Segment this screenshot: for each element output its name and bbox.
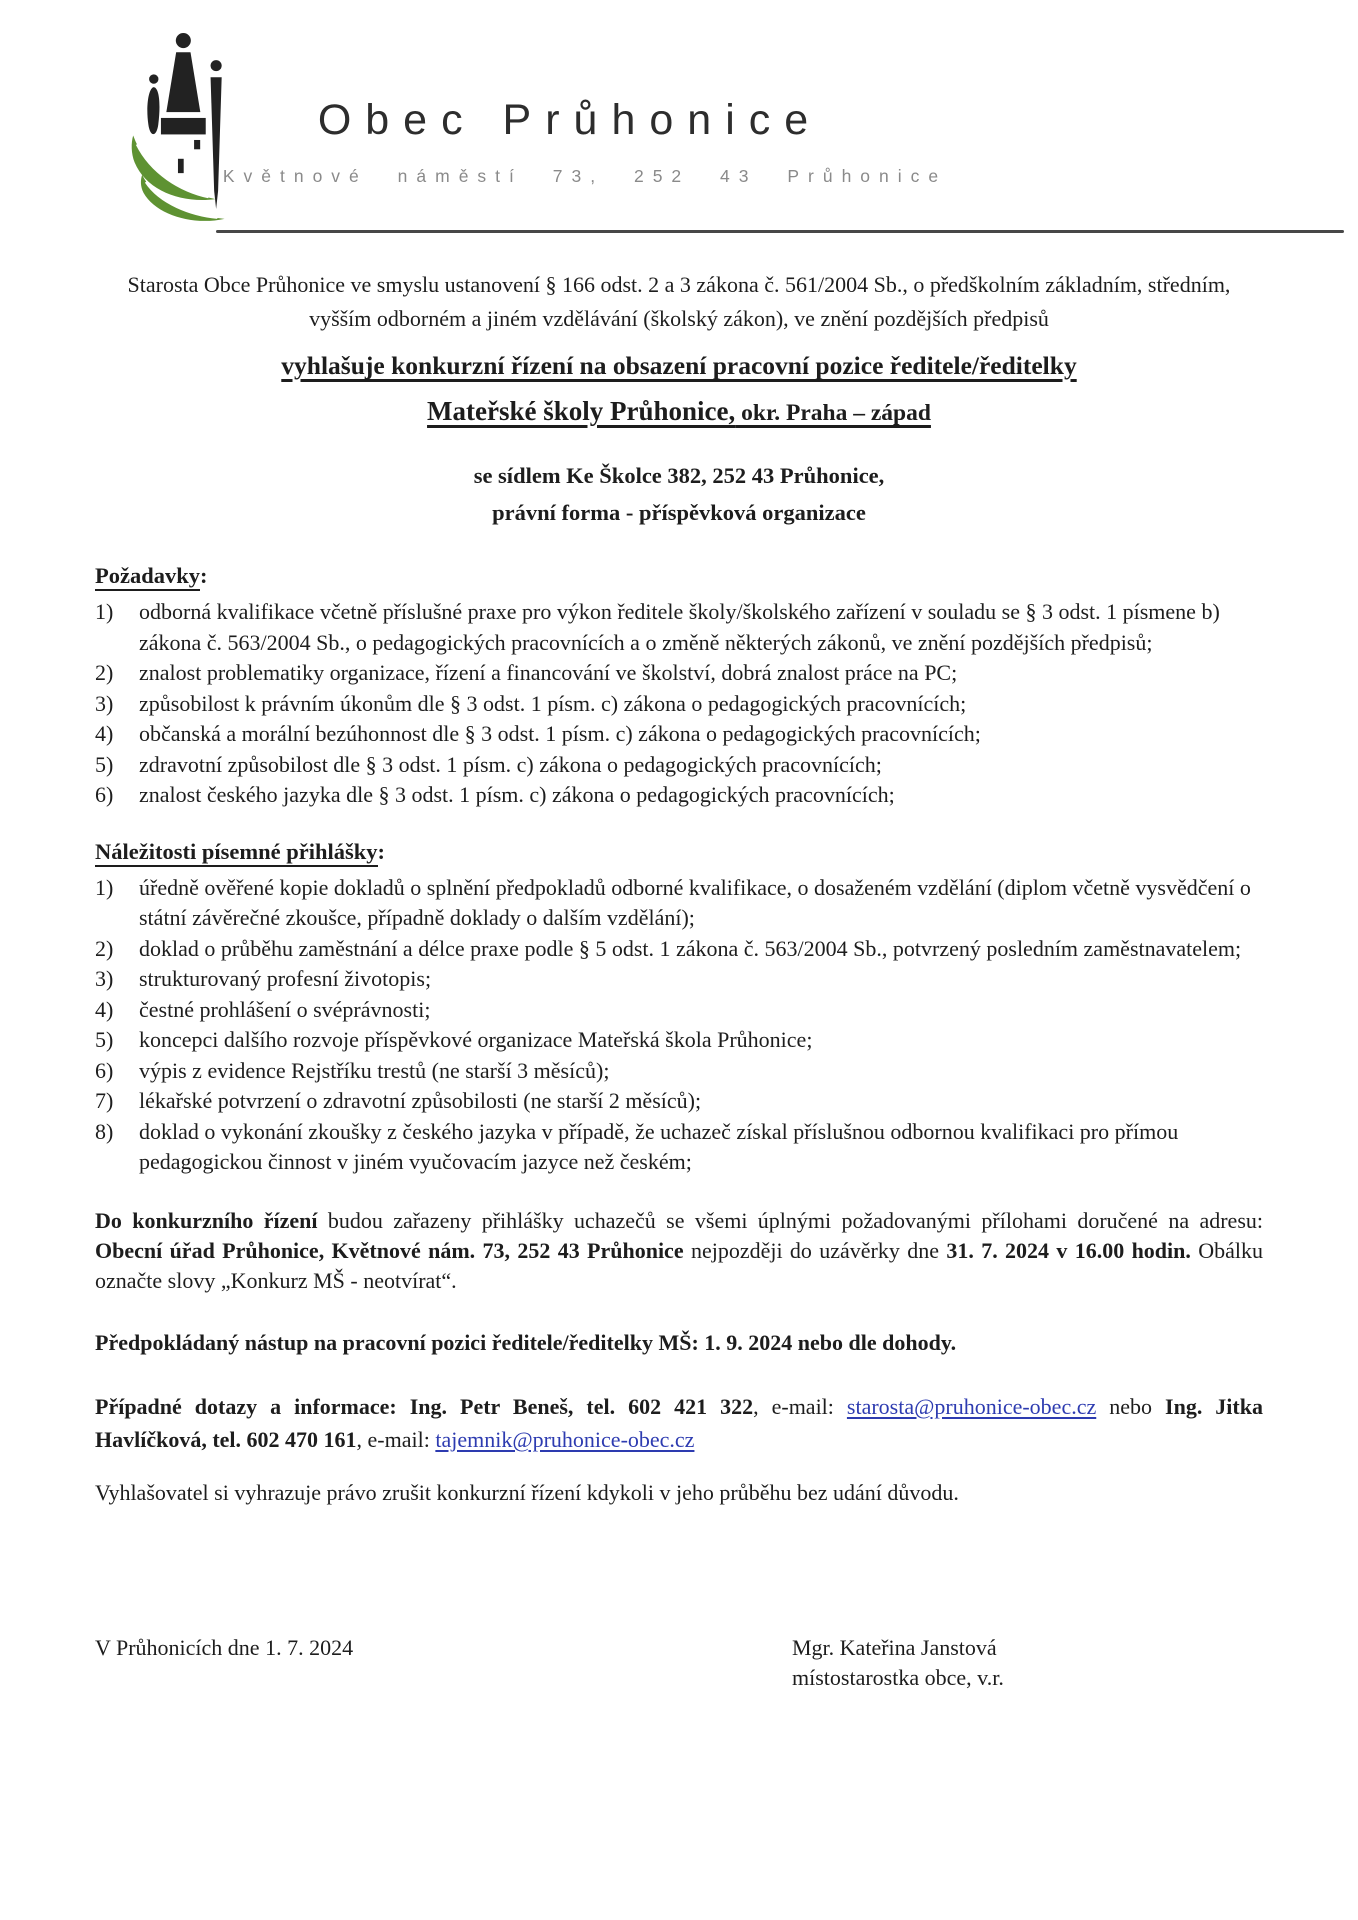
list-item [95, 780, 1263, 811]
letterhead-divider [216, 230, 1344, 233]
item-text: úředně ověřené kopie dokladů o splnění předpokladů odborné kvalifikace, o dosaženém vzdělání (diplom včetně vysvědčení o státní závěrečné zkoušce, případně doklady o dalším vzdělání); [139, 874, 1251, 930]
signer-name: Mgr. Kateřina Janstová [792, 1634, 997, 1660]
item-text: výpis z evidence Rejstříku trestů (ne starší 3 měsíců); [139, 1057, 610, 1083]
item-number: 7) [95, 1088, 114, 1113]
item-text: znalost českého jazyka dle § 3 odst. 1 písm. c) zákona o pedagogických pracovnících; [139, 782, 895, 807]
delivery-address: Obecní úřad Průhonice, Květnové nám. 73, 252 43 Průhonice [95, 1237, 684, 1263]
item-text: koncepci dalšího rozvoje příspěvkové organizace Mateřská škola Průhonice; [139, 1027, 813, 1052]
item-number: 3) [95, 966, 114, 991]
item-text: zdravotní způsobilost dle § 3 odst. 1 písm. c) zákona o pedagogických pracovnících; [139, 751, 882, 777]
organization-address: Květnové náměstí 73, 252 43 Průhonice [222, 166, 948, 186]
list-item [95, 597, 1263, 658]
contact-person-1: Případné dotazy a informace: Ing. Petr Beneš, tel. 602 421 322 [95, 1393, 754, 1419]
list-item [95, 719, 1263, 750]
seat-line2: právní forma - příspěvková organizace [492, 500, 866, 525]
item-number: 3) [95, 690, 114, 716]
item-number: 1) [95, 874, 114, 900]
item-text: strukturovaný profesní životopis; [139, 966, 432, 991]
list-item [95, 1056, 1263, 1087]
item-number: 4) [95, 721, 114, 746]
list-item [95, 1117, 1263, 1178]
list-item [95, 689, 1263, 720]
item-text: způsobilost k právním úkonům dle § 3 odst. 1 písm. c) zákona o pedagogických pracovnících; [139, 690, 967, 716]
seat-paragraph [95, 457, 1263, 531]
signer-role: místostarostka obce, v.r. [792, 1664, 1004, 1690]
document-body [95, 268, 1264, 1690]
email-link-tajemnik[interactable]: tajemnik@pruhonice-obec.cz [435, 1426, 695, 1452]
item-number: 6) [95, 782, 114, 807]
contacts-paragraph: Případné dotazy a informace: Ing. Petr Beneš, tel. 602 421 322, e-mail: starosta@pruhonice-obec.cz nebo Ing. Jitka Havlíčková, tel. 602 470 161, e-mail: tajemnik@pruhonice-obec.cz [95, 1393, 1263, 1452]
letterhead [0, 0, 1358, 238]
delivery-deadline: 31. 7. 2024 v 16.00 hodin. [946, 1237, 1191, 1263]
item-text: doklad o průběhu zaměstnání a délce praxe podle § 5 odst. 1 zákona č. 563/2004 Sb., potvrzený posledním zaměstnavatelem; [139, 935, 1242, 961]
item-number: 2) [95, 660, 114, 685]
requirements-heading: Požadavky: [95, 561, 1263, 591]
item-text: čestné prohlášení o svéprávnosti; [139, 996, 431, 1022]
item-number: 2) [95, 935, 114, 961]
item-number: 1) [95, 599, 114, 624]
item-text: doklad o vykonání zkoušky z českého jazyka v případě, že uchazeč získal příslušnou odbornou kvalifikaci pro přímou pedagogickou činnost v jiném vyučovacím jazyce než českém; [139, 1118, 1179, 1174]
list-item [95, 1025, 1263, 1056]
list-item [95, 873, 1263, 934]
list-item [95, 964, 1263, 995]
start-date-paragraph: Předpokládaný nástup na pracovní pozici ředitele/ředitelky MŠ: 1. 9. 2024 nebo dle dohody. [95, 1329, 957, 1355]
item-text: znalost problematiky organizace, řízení a financování ve školství, dobrá znalost práce na PC; [139, 660, 958, 685]
application-list [95, 873, 1263, 1178]
application-heading: Náležitosti písemné přihlášky: [95, 837, 1263, 867]
list-item [95, 750, 1263, 781]
announcement-line1: vyhlašuje konkurzní řízení na obsazení pracovní pozice ředitele/ředitelky [281, 351, 1077, 380]
place-and-date: V Průhonicích dne 1. 7. 2024 [95, 1634, 354, 1660]
list-item [95, 658, 1263, 689]
item-number: 8) [95, 1118, 114, 1144]
announcement-line2-suffix: okr. Praha – západ [735, 400, 931, 426]
item-number: 6) [95, 1057, 114, 1083]
signature-block [95, 1633, 1263, 1690]
item-number: 5) [95, 1027, 114, 1052]
item-text: lékařské potvrzení o zdravotní způsobilosti (ne starší 2 měsíců); [139, 1088, 702, 1113]
item-number: 4) [95, 996, 114, 1022]
item-text: občanská a morální bezúhonnost dle § 3 odst. 1 písm. c) zákona o pedagogických pracovnících; [139, 721, 981, 746]
list-item [95, 934, 1263, 965]
item-text: odborná kvalifikace včetně příslušné praxe pro výkon ředitele školy/školského zařízení v souladu se § 3 odst. 1 písmene b) zákona č. 563/2004 Sb., o pedagogických pracovnících a o změně některých zákonů, ve znění pozdějších předpisů; [139, 599, 1220, 655]
intro-paragraph: Starosta Obce Průhonice ve smyslu ustanovení § 166 odst. 2 a 3 zákona č. 561/2004 Sb., o předškolním základním, středním, vyšším odborném a jiném vzdělávání (školský zákon), ve znění pozdějších předpisů [127, 272, 1231, 331]
list-item [95, 995, 1263, 1026]
email-link-starosta[interactable]: starosta@pruhonice-obec.cz [846, 1393, 1097, 1419]
delivery-paragraph: Do konkurzního řízení budou zařazeny přihlášky uchazečů se všemi úplnými požadovanými přílohami doručené na adresu: Obecní úřad Průhonice, Květnové nám. 73, 252 43 Průhonice nejpozději do uzávěrky dne 31. 7. 2024 v 16.00 hodin. Obálku označte slovy „Konkurz MŠ - neotvírat“. [95, 1207, 1264, 1293]
list-item [95, 1086, 1263, 1117]
announcement-heading [95, 340, 1263, 433]
delivery-emphasis: Do konkurzního řízení [95, 1207, 318, 1233]
signer [792, 1633, 1004, 1693]
item-number: 5) [95, 751, 114, 777]
organization-name: Obec Průhonice [317, 96, 823, 144]
contact-person-2: Ing. Jitka Havlíčková, tel. 602 470 161 [95, 1393, 1263, 1452]
announcement-line2-main: Mateřské školy Průhonice, [427, 396, 736, 426]
requirements-list [95, 597, 1263, 811]
seat-line1: se sídlem Ke Školce 382, 252 43 Průhonice, [473, 463, 885, 488]
cancellation-paragraph: Vyhlašovatel si vyhrazuje právo zrušit konkurzní řízení kdykoli v jeho průběhu bez udání důvodu. [95, 1479, 959, 1505]
